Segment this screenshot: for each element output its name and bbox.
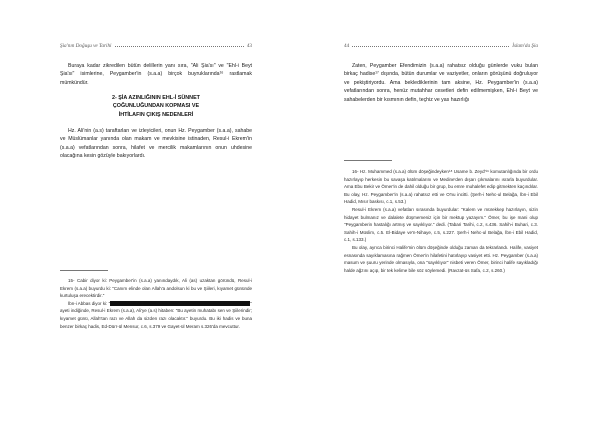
right-body-text <box>344 62 538 104</box>
left-footnotes <box>60 277 252 330</box>
left-paragraph-2: Hz. Ali'nin (a.s) taraftarları ve izleyicileri, onun Hz. Peygamber (s.a.a), sahabe ve Müslümanlar yanında olan makam ve mevkisine istinaden, Resul-i Ekrem'in (s.a.a) vefatlarından sonra, hilafet ve mercilik makamlarının onun uhdesine olacağına kesin gözüyle bakıyorlardı. <box>60 127 252 160</box>
section-title-line-3: İHTİLAFIN ÇIKIŞ NEDENLERİ <box>118 111 194 118</box>
left-paragraph-1: Buraya kadar zikredilen bütün delillerin yanı sıra, "Ali Şia'sı" ve "Ehl-i Beyt Şia'sı" isimlerine, Peygamber'in (s.a.a) birçok buyruklarında¹⁶ rastlamak mümkündür. <box>60 63 252 86</box>
highlighted-quote: İnananlar ve iyi işlerde bulunanlar; onlardır yarıtılanların en hayırlıları. <box>111 300 250 306</box>
left-page-number: 43 <box>246 43 252 49</box>
left-footnote-1: 15- Cabir diyor ki: Peygamber'in (s.a.a) yanındaydık, Ali (as) uzaktan göründü, Resul-i Ekrem (s.a.a) buyurdu ki: "Canım elinde olan Allah'a andolsun ki bu ve Şiileri, kıyamet gününde kurtuluşa erecektirdir." <box>60 278 252 299</box>
header-dot-leader <box>115 44 244 47</box>
right-running-title: İslam'da Şia <box>512 43 538 49</box>
right-page <box>300 0 600 424</box>
left-body-text <box>60 62 252 160</box>
section-title <box>60 94 252 119</box>
left-running-header <box>60 43 252 49</box>
footnote-2-end: " ayeti indiğinde, Resul-i Ekrem (s.a.a), Ali'ye (a.s) hitaben: "Bu ayetin muhatabı sen ve Şiilerindir; kıyamet günü, Allah'tan razı ve Allah da sizden razı olacaktır." buyurdu. Bu iki hadis ve buna benzer birkaç hadis, Ed-Dürr-ül Mensur, c.6, s.379 ve Gayet-ül Meram s.326'da mevcuttur. <box>60 300 252 329</box>
section-title-line-2: ÇOĞUNLUĞUNDAN KOPMASI VE <box>112 103 200 110</box>
right-footnote-rule <box>344 160 392 161</box>
section-title-line-1: 2- ŞİA AZINLIĞININ EHL-İ SÜNNET <box>112 95 200 102</box>
left-running-title: Şia'nın Doğuşu ve Tarihi <box>60 43 112 49</box>
left-footnote-rule <box>60 270 108 271</box>
right-footnote-1: 16- Hz. Muhammed (s.a.a) ölüm döşeğindeyken¹⁸ Usame b. Zeyd'¹⁹ komutanlığında bir ordu hazırlayıp herkesin bu savaşa katılmalarını ve Medine'den dışarı çıkmalarını ısrarla buyurdular. Ama Ebu Bekir ve Ömer'in de dahil olduğu bir grup, bu emre muhalefet edip gitmekten kaçındılar. Bu olay, Hz. Peygamber'in (s.a.a) rahatsız etti ve O'nu incitti. (Şerh-i Nehc-ul Belağa, İbn-i Ebil Hadid, Mısır baskısı, c.1, s.53.) <box>344 169 538 205</box>
footnote-2-start: İbn-i Abbas diyor ki: " <box>68 300 111 306</box>
header-dot-leader <box>352 44 509 47</box>
right-page-number: 44 <box>344 43 350 49</box>
right-footnote-2: Resul-i Ekrem (s.a.a) vefatları sırasında buyurdular: "Kalem ve mürekkep hazırlayın, sizin hidayet bulmanız ve dalalete düşmemeniz için bir mektup yazayım." Ömer, bu işe mani olup "Peygamberin hastalığı artmış ve sayıklıyor." dedi. (Tabari Tarihi, c.2, s.436. Sahih-i Buhari, c.3. Sahih-i Müslim, c.5. El-Bidaye ve'n-Nihaye, c.5, s.227. Şerh-i Nehc-ul Belağa, İbn-i Ebil Hadid, c.1, s.133.) <box>344 206 538 243</box>
right-paragraph-1: Zaten, Peygamber Efendimizin (s.a.a) rahatsız olduğu günlerde vuku bulan birkaç hadise¹⁷ dışında, bütün durumlar ve vaziyetler, onların görüşünü doğruluyor ve pekiştiriyordu. Ama beklediklerinin tam aksine, Hz. Peygamber'in (s.a.a) vefatlarından sonra, henüz mutahhar cesetleri defin edilmemişken, Ehl-i Beyt ve sahabelerden bir kısmının defin, teçhiz ve yas hazırlığı <box>344 63 538 103</box>
left-footnote-2 <box>60 300 252 330</box>
right-footnote-3: Bu olay, ayrıca birinci Halife'nin ölüm döşeğinde olduğu zaman da tekrarlandı. Halife, vasiyet esnasında sayıklamasına rağmen Ömer'in hilafetini hatırlayıp vasiyet etti. Hz. Peygamber (s.a.a) masum ve şuuru yerinde olmasıyla, ona "sayıklıyor" nisbeti veren Ömer, birinci halife sayıkladığı halde ağzını açıp, bir tek kelime bile söz söylemedi. (Ravzat-üs Safa, c.2, s.260.) <box>344 244 538 273</box>
right-footnotes <box>344 168 538 274</box>
right-running-header <box>344 43 538 49</box>
